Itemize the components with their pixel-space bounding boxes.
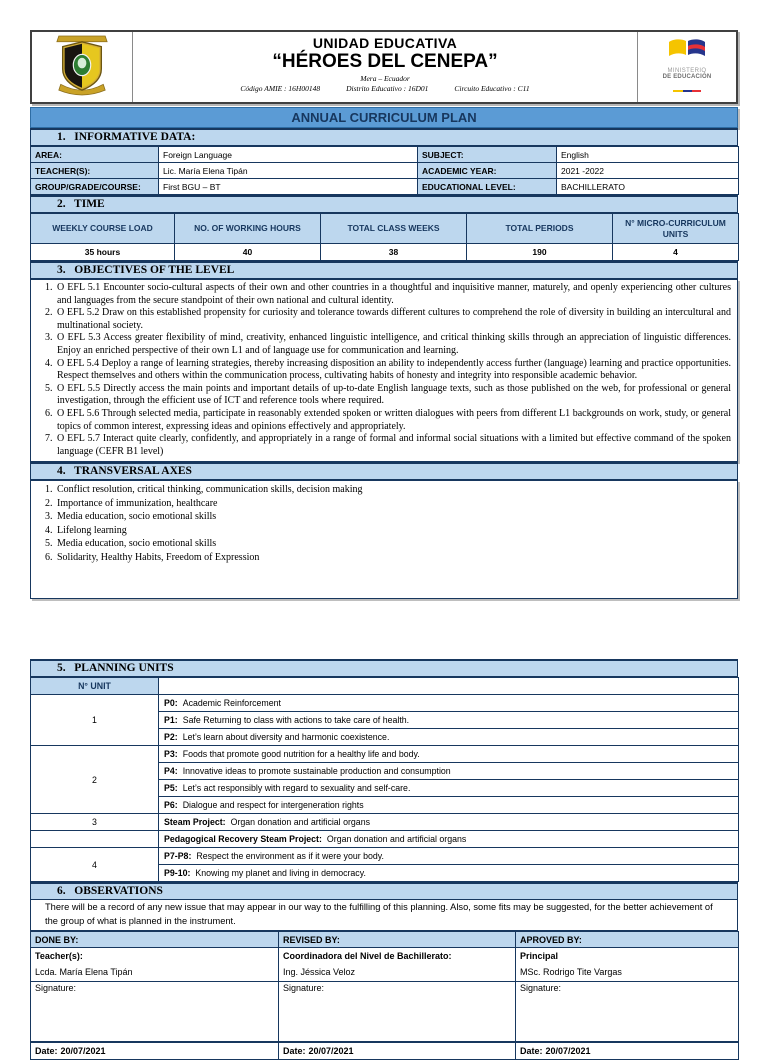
row-prefix: Pedagogical Recovery Steam Project: [164, 834, 322, 845]
axis-item: 1. Conflict resolution, critical thinking, communication skills, decision making [55, 483, 731, 497]
axis-item: 6. Solidarity, Healthy Habits, Freedom of Expression [55, 551, 731, 565]
section-title-transversal-axes: 4. TRANSVERSAL AXES [30, 462, 738, 480]
objectives-box [30, 279, 738, 462]
table-row [31, 831, 739, 848]
date-label: Date: [35, 1045, 58, 1056]
row-text: Foods that promote good nutrition for a healthy life and body. [182, 749, 420, 760]
planning-row [159, 763, 739, 780]
objective-item: 7. O EFL 5.7 Interact quite clearly, confidently, and appropriately in a range of formal and informal social situations with a limited but effective command of the spoken language (CEFR B1 level) [55, 433, 731, 458]
table-row [31, 214, 739, 244]
revised-by-person [279, 948, 516, 982]
table-row [31, 746, 739, 763]
person-name: Lcda. María Elena Tipán [35, 967, 133, 978]
objective-item: 2. O EFL 5.2 Draw on this established propensity for curiosity and tolerance towards different cultures to comprehend the role of diversity in building an intercultural and multinational society. [55, 307, 731, 332]
transversal-axes-box [30, 480, 738, 599]
working-hours-header: NO. OF WORKING HOURS [175, 214, 321, 244]
teacher-label: TEACHER(S): [31, 163, 159, 179]
school-crest-cell [32, 32, 133, 102]
table-row [31, 814, 739, 831]
planning-units-table [30, 677, 739, 882]
table-row [31, 179, 739, 195]
table-row [31, 982, 739, 1042]
ministry-book-icon [665, 37, 709, 66]
subject-value: English [557, 147, 739, 163]
date-field [31, 1042, 279, 1060]
axis-item: 2. Importance of immunization, healthcare [55, 497, 731, 511]
code-circuito: Circuito Educativo : C11 [454, 84, 530, 93]
planning-row [159, 695, 739, 712]
school-name-line2: “HÉROES DEL CENEPA” [272, 51, 498, 72]
approved-by-header: APROVED BY: [516, 932, 739, 948]
axis-item: 5. Media education, socio emotional skills [55, 537, 731, 551]
table-row [31, 695, 739, 712]
date-label: Date: [283, 1045, 306, 1056]
person-name: MSc. Rodrigo Tite Vargas [520, 967, 622, 978]
school-location: Mera – Ecuador [360, 74, 410, 83]
group-grade-course-value: First BGU – BT [159, 179, 418, 195]
table-row [31, 244, 739, 261]
table-row [31, 1042, 739, 1060]
school-name-line1: UNIDAD EDUCATIVA [312, 35, 458, 51]
table-row [31, 163, 739, 179]
row-text: Safe Returning to class with actions to take care of health. [182, 715, 410, 726]
role-label: Teacher(s): [35, 951, 83, 962]
working-hours-value: 40 [175, 244, 321, 261]
objective-item: 4. O EFL 5.4 Deploy a range of learning strategies, thereby increasing disposition an ability to independently access further (language) learning and practice opportunities. Respect themselves and others within the communication process, cultivating habits of honesty and integrity into responsible academic behavior. [55, 358, 731, 383]
role-label: Coordinadora del Nivel de Bachillerato: [283, 951, 452, 962]
row-prefix: P2: [164, 732, 178, 743]
date-label: Date: [520, 1045, 543, 1056]
row-prefix: P0: [164, 698, 178, 709]
weekly-course-load-value: 35 hours [31, 244, 175, 261]
date-value: 20/07/2021 [545, 1045, 591, 1056]
table-row [31, 948, 739, 982]
informative-data-table [30, 146, 739, 195]
table-row [31, 932, 739, 948]
school-crest-icon [53, 34, 111, 101]
objective-item: 5. O EFL 5.5 Directly access the main points and important details of up-to-date English language texts, such as those published on the web, for professional or general investigation, through the efficient use of ICT and reference tools where required. [55, 383, 731, 408]
code-distrito: Distrito Educativo : 16D01 [346, 84, 429, 93]
row-text: Academic Reinforcement [182, 698, 281, 709]
objective-item: 6. O EFL 5.6 Through selected media, participate in reasonably extended spoken or written dialogues with peers from different L1 backgrounds on work, study, or general topics of common interest, expressing ideas and opinions effectively and appropriately. [55, 408, 731, 433]
ecuador-tricolor-icon [669, 80, 705, 98]
axis-item: 3. Media education, socio emotional skills [55, 510, 731, 524]
planning-row [159, 814, 739, 831]
objective-item: 1. O EFL 5.1 Encounter socio-cultural aspects of their own and other countries in a thoughtful and inquisitive manner, maturely, and openly experiencing other cultures and languages from the secure standpoint of their own national and cultural identity. [55, 282, 731, 307]
subject-label: SUBJECT: [418, 147, 557, 163]
planning-row [159, 712, 739, 729]
planning-row [159, 831, 739, 848]
row-text: Organ donation and artificial organs [230, 817, 370, 828]
row-text: Knowing my planet and living in democracy. [195, 868, 366, 879]
role-label: Principal [520, 951, 559, 962]
date-field [279, 1042, 516, 1060]
row-prefix: P5: [164, 783, 178, 794]
page-gap [30, 599, 738, 659]
row-prefix: P7-P8: [164, 851, 192, 862]
group-grade-course-label: GROUP/GRADE/COURSE: [31, 179, 159, 195]
table-row [31, 678, 739, 695]
planning-row [159, 780, 739, 797]
unit-number: 2 [31, 746, 159, 814]
row-text: Organ donation and artificial organs [326, 834, 467, 845]
date-field [516, 1042, 739, 1060]
row-prefix: P6: [164, 800, 178, 811]
micro-curriculum-units-value: 4 [613, 244, 739, 261]
ministry-name-line2: DE EDUCACIÓN [662, 73, 712, 80]
description-column-header [159, 678, 739, 695]
micro-curriculum-units-header: N° MICRO-CURRICULUM UNITS [613, 214, 739, 244]
area-value: Foreign Language [159, 147, 418, 163]
date-value: 20/07/2021 [60, 1045, 106, 1056]
document-header [30, 30, 738, 104]
signature-table [30, 931, 739, 1060]
header-center [133, 32, 637, 102]
section-title-informative-data: 1. INFORMATIVE DATA: [30, 128, 738, 146]
school-codes [133, 84, 637, 93]
row-text: Let’s learn about diversity and harmonic coexistence. [182, 732, 390, 743]
planning-row [159, 865, 739, 882]
section-title-objectives: 3. OBJECTIVES OF THE LEVEL [30, 261, 738, 279]
total-periods-value: 190 [467, 244, 613, 261]
educational-level-label: EDUCATIONAL LEVEL: [418, 179, 557, 195]
signature-field: Signature: [279, 982, 516, 1042]
unit-column-header: N° UNIT [31, 678, 159, 695]
code-amie: Código AMIE : 16H00148 [240, 84, 321, 93]
total-class-weeks-value: 38 [321, 244, 467, 261]
row-prefix: P4: [164, 766, 178, 777]
ministry-name-line1: MINISTERIO [667, 67, 707, 74]
row-text: Innovative ideas to promote sustainable production and consumption [182, 766, 451, 777]
row-text: Respect the environment as if it were your body. [196, 851, 384, 862]
row-prefix: Steam Project: [164, 817, 226, 828]
planning-row [159, 746, 739, 763]
time-table [30, 213, 739, 261]
teacher-value: Lic. María Elena Tipán [159, 163, 418, 179]
academic-year-label: ACADEMIC YEAR: [418, 163, 557, 179]
done-by-header: DONE BY: [31, 932, 279, 948]
revised-by-header: REVISED BY: [279, 932, 516, 948]
approved-by-person [516, 948, 739, 982]
plan-title-banner: ANNUAL CURRICULUM PLAN [30, 107, 738, 128]
unit-number: 1 [31, 695, 159, 746]
document-page [30, 30, 738, 1060]
row-prefix: P1: [164, 715, 178, 726]
observations-text: There will be a record of any new issue that may appear in our way to the fulfilling of this planning. Also, some fits may be suggested, for the better achievement of the group of what is planned in the instrument. [30, 900, 738, 931]
person-name: Ing. Jéssica Veloz [283, 967, 356, 978]
row-text: Let’s act responsibly with regard to sexuality and self-care. [182, 783, 411, 794]
signature-field: Signature: [516, 982, 739, 1042]
row-text: Dialogue and respect for intergeneration rights [182, 800, 364, 811]
unit-number: 3 [31, 814, 159, 831]
objective-item: 3. O EFL 5.3 Access greater flexibility of mind, creativity, enhanced linguistic intelligence, and critical thinking skills through an appreciation of linguistic differences. Enjoy an enriched perspective of their own L1 and of language use for communication and learning. [55, 332, 731, 357]
unit-number: 4 [31, 848, 159, 882]
objectives-list [33, 282, 731, 458]
weekly-course-load-header: WEEKLY COURSE LOAD [31, 214, 175, 244]
axis-item: 4. Lifelong learning [55, 524, 731, 538]
row-prefix: P9-10: [164, 868, 191, 879]
date-value: 20/07/2021 [308, 1045, 354, 1056]
ministry-logo-cell [637, 32, 736, 102]
unit-number-empty [31, 831, 159, 848]
academic-year-value: 2021 -2022 [557, 163, 739, 179]
section-title-time: 2. TIME [30, 195, 738, 213]
planning-row [159, 848, 739, 865]
planning-row [159, 797, 739, 814]
signature-field: Signature: [31, 982, 279, 1042]
done-by-person [31, 948, 279, 982]
transversal-axes-list [33, 483, 731, 564]
total-class-weeks-header: TOTAL CLASS WEEKS [321, 214, 467, 244]
row-prefix: P3: [164, 749, 178, 760]
planning-row [159, 729, 739, 746]
section-title-observations: 6. OBSERVATIONS [30, 882, 738, 900]
table-row [31, 147, 739, 163]
total-periods-header: TOTAL PERIODS [467, 214, 613, 244]
educational-level-value: BACHILLERATO [557, 179, 739, 195]
section-title-planning-units: 5. PLANNING UNITS [30, 659, 738, 677]
table-row [31, 848, 739, 865]
area-label: AREA: [31, 147, 159, 163]
